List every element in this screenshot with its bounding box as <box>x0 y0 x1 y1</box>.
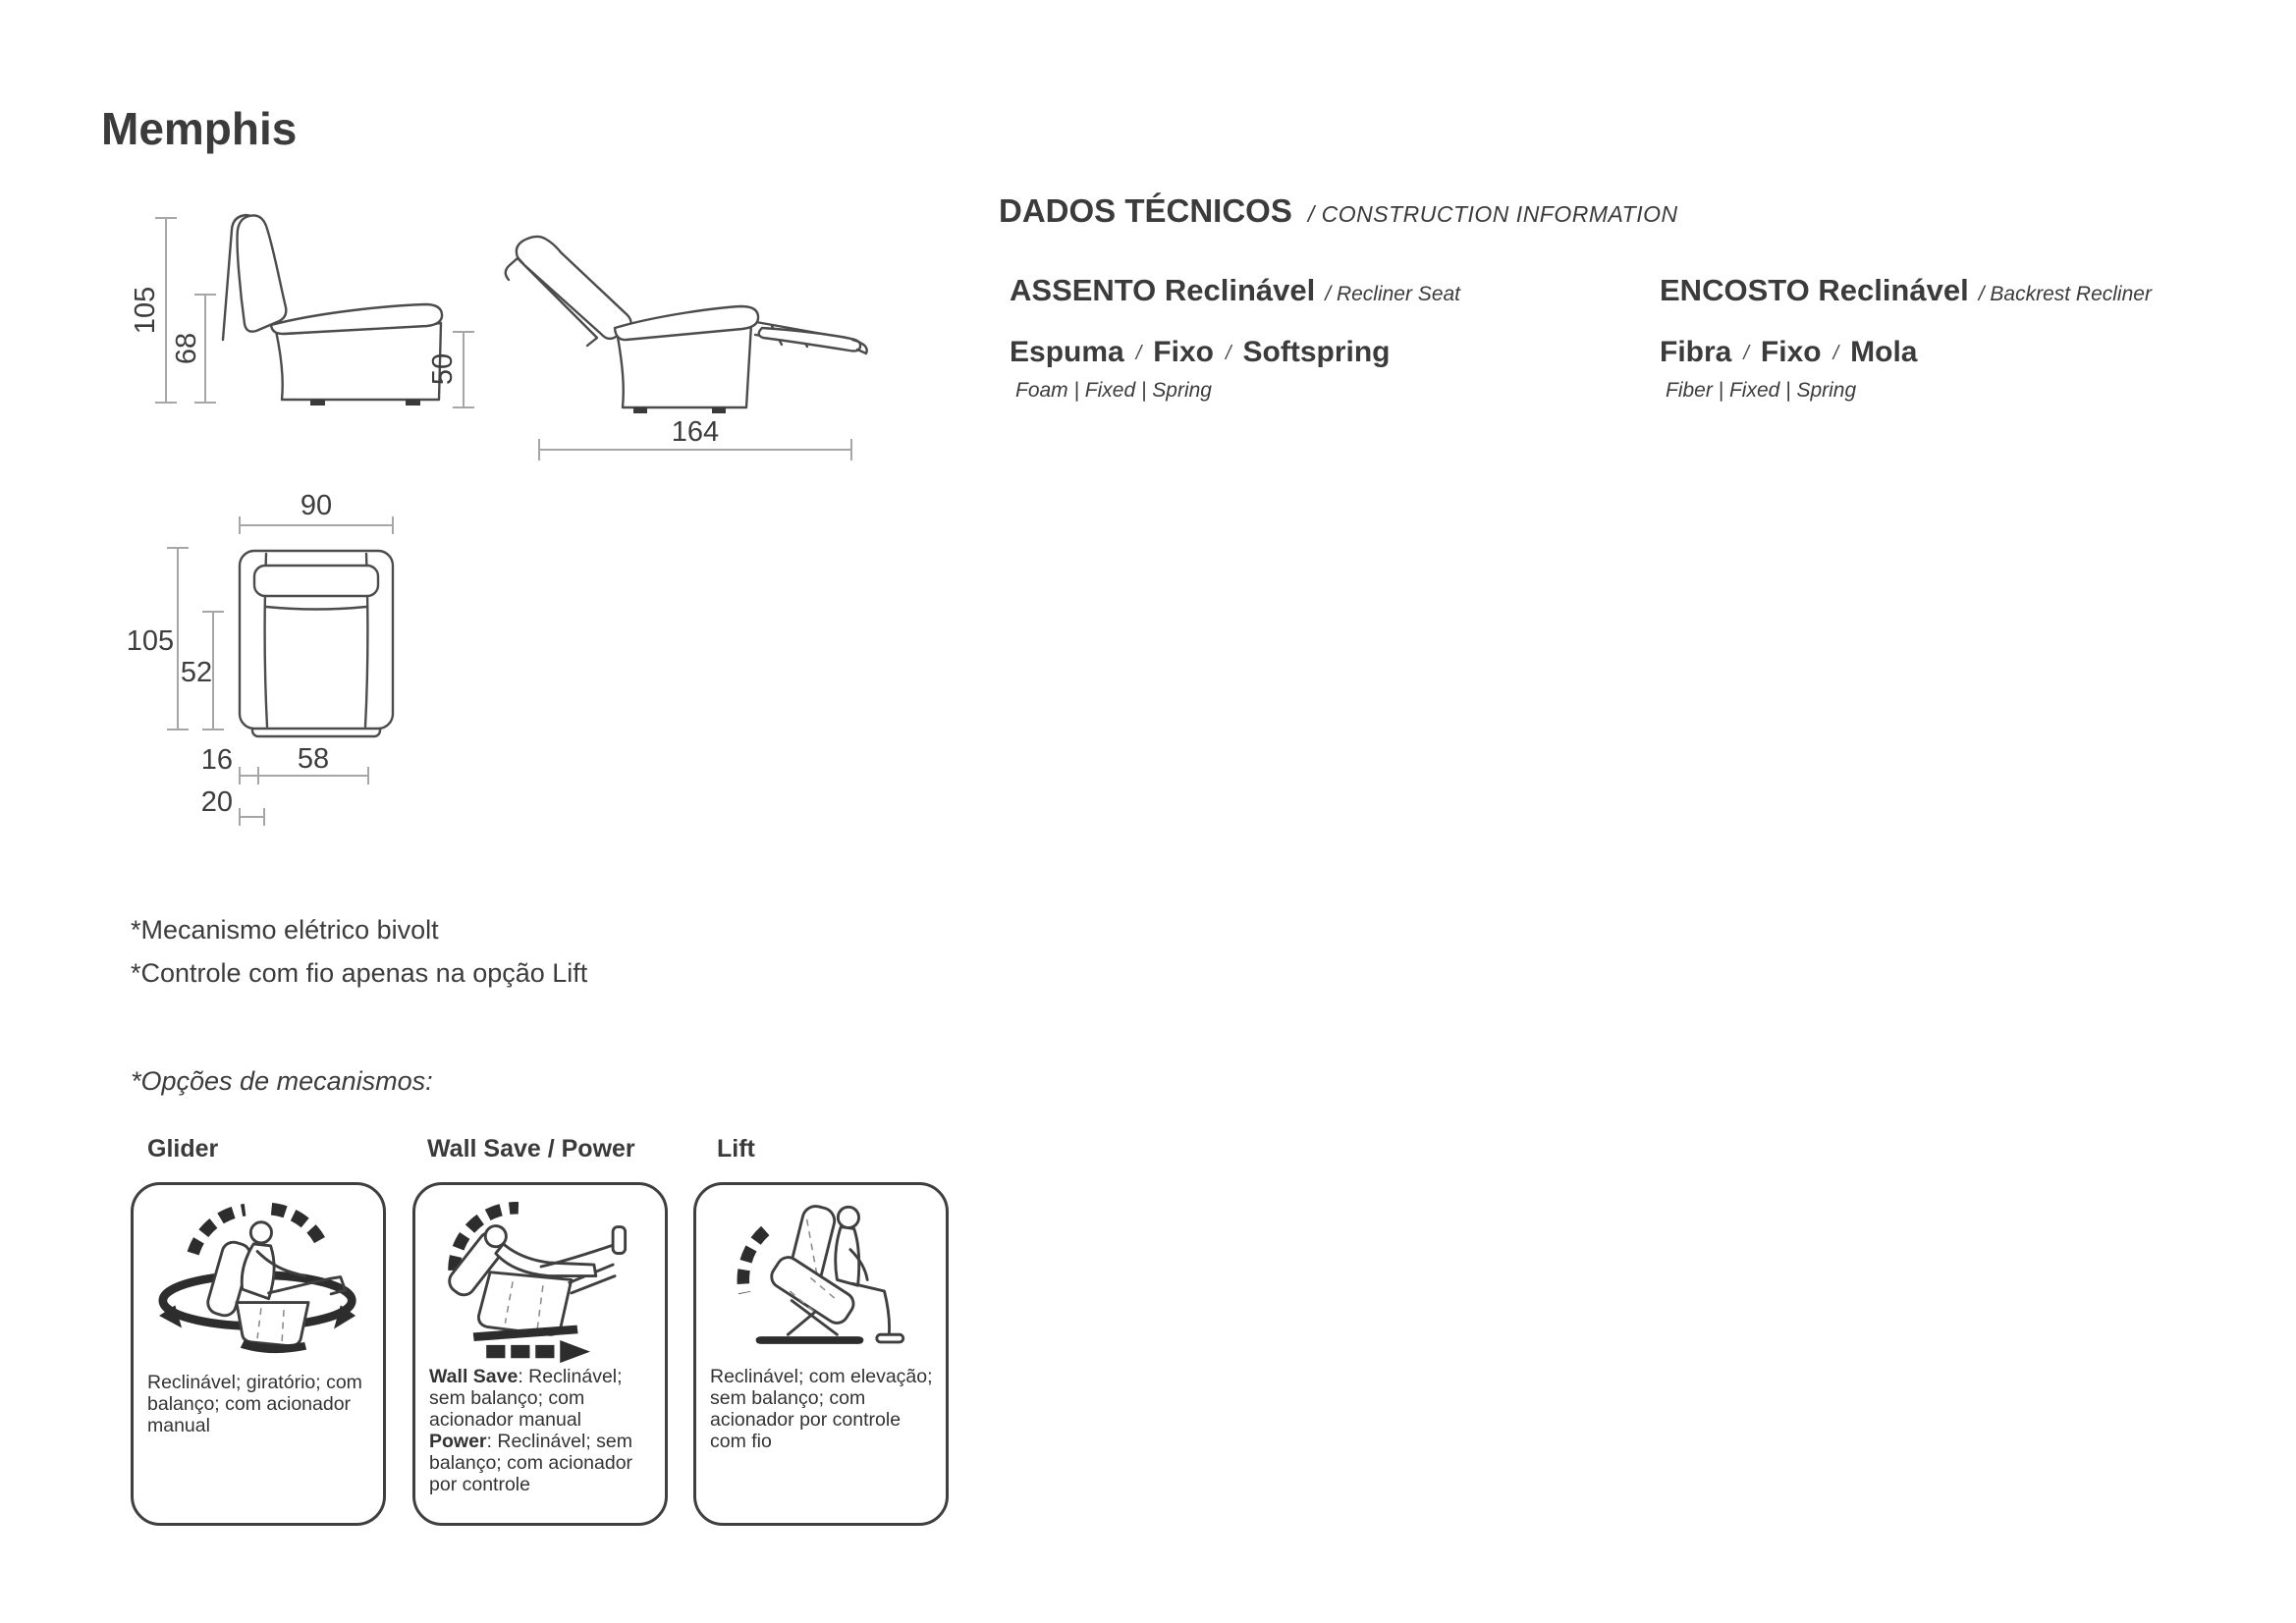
chair-outline <box>506 237 867 413</box>
glider-description: Reclinável; giratório; com balanço; com acionador manual <box>147 1372 362 1436</box>
power-label: Power <box>429 1431 487 1452</box>
front-view-drawing <box>118 473 442 846</box>
technical-header <box>999 192 1678 230</box>
mechanism-card-glider <box>131 1182 386 1526</box>
dimension-label-footrest-height: 50 <box>427 352 459 386</box>
backrest-material-3: Mola <box>1850 336 1918 368</box>
dimension-label-arm-height: 68 <box>171 332 202 365</box>
lift-description: Reclinável; com elevação; sem balanço; com acionador por controle com fio <box>710 1366 933 1452</box>
seat-material-3: Softspring <box>1242 336 1391 368</box>
side-view-reclined-drawing <box>422 218 894 473</box>
mechanisms-heading: *Opções de mecanismos: <box>131 1066 433 1096</box>
wall-save-power-description <box>429 1366 655 1495</box>
separator: / <box>1832 343 1839 364</box>
seat-title: ASSENTO Reclinável <box>1010 273 1316 307</box>
seat-materials-en: Foam | Fixed | Spring <box>1015 379 1212 402</box>
lift-illustration <box>704 1191 940 1366</box>
dimension-label-overall-width: 90 <box>300 490 333 521</box>
separator: / <box>1743 343 1749 364</box>
mechanism-card-wall-save-power <box>412 1182 668 1526</box>
separator: / <box>1135 343 1142 364</box>
backrest-materials <box>1660 336 2152 369</box>
dimension-label-overall-height: 105 <box>130 286 161 335</box>
mechanism-name-glider: Glider <box>147 1135 219 1163</box>
seat-materials <box>1010 336 1460 369</box>
backrest-material-1: Fibra <box>1660 336 1732 368</box>
separator: / <box>1225 343 1231 364</box>
backrest-material-2: Fixo <box>1760 336 1822 368</box>
seat-material-2: Fixo <box>1153 336 1214 368</box>
dimension-label-seat-width: 58 <box>297 743 330 775</box>
seat-title-en: / Recliner Seat <box>1325 283 1461 305</box>
page-title: Memphis <box>101 103 298 154</box>
dimension-label-base-offset: 20 <box>200 786 233 818</box>
mechanism-card-lift <box>693 1182 949 1526</box>
chair-outline <box>240 551 393 736</box>
backrest-title: ENCOSTO Reclinável <box>1660 273 1969 307</box>
backrest-materials-en: Fiber | Fixed | Spring <box>1666 379 1857 402</box>
backrest-section <box>1660 273 2152 403</box>
mechanism-name-wall-save-power: Wall Save / Power <box>427 1135 635 1163</box>
dimension-label-arm-width: 16 <box>200 744 233 776</box>
dimension-label-extended-depth: 164 <box>671 416 720 448</box>
wall-save-power-illustration <box>423 1191 659 1366</box>
side-view-upright-drawing <box>128 199 452 415</box>
mechanism-name-lift: Lift <box>717 1135 755 1163</box>
seat-material-1: Espuma <box>1010 336 1124 368</box>
wall-save-desc: : Reclinável; sem balanço; com acionador manual <box>429 1366 623 1431</box>
technical-header-pt: DADOS TÉCNICOS <box>999 192 1292 229</box>
glider-illustration <box>141 1191 377 1366</box>
dimension-label-overall-height: 105 <box>126 625 175 657</box>
notes <box>131 908 587 995</box>
seat-section <box>1010 273 1460 403</box>
wall-save-label: Wall Save <box>429 1366 519 1387</box>
backrest-title-row <box>1660 273 2152 308</box>
note-line-1: *Mecanismo elétrico bivolt <box>131 915 439 945</box>
seat-title-row <box>1010 273 1460 308</box>
note-line-2: *Controle com fio apenas na opção Lift <box>131 958 588 988</box>
dimension-lines <box>155 218 216 403</box>
technical-header-en: / CONSTRUCTION INFORMATION <box>1307 201 1678 227</box>
power-desc: : Reclinável; sem balanço; com acionador por controle <box>429 1431 633 1495</box>
backrest-title-en: / Backrest Recliner <box>1978 283 2152 305</box>
dimension-label-seat-back-height: 52 <box>180 657 213 688</box>
chair-outline <box>223 215 442 406</box>
